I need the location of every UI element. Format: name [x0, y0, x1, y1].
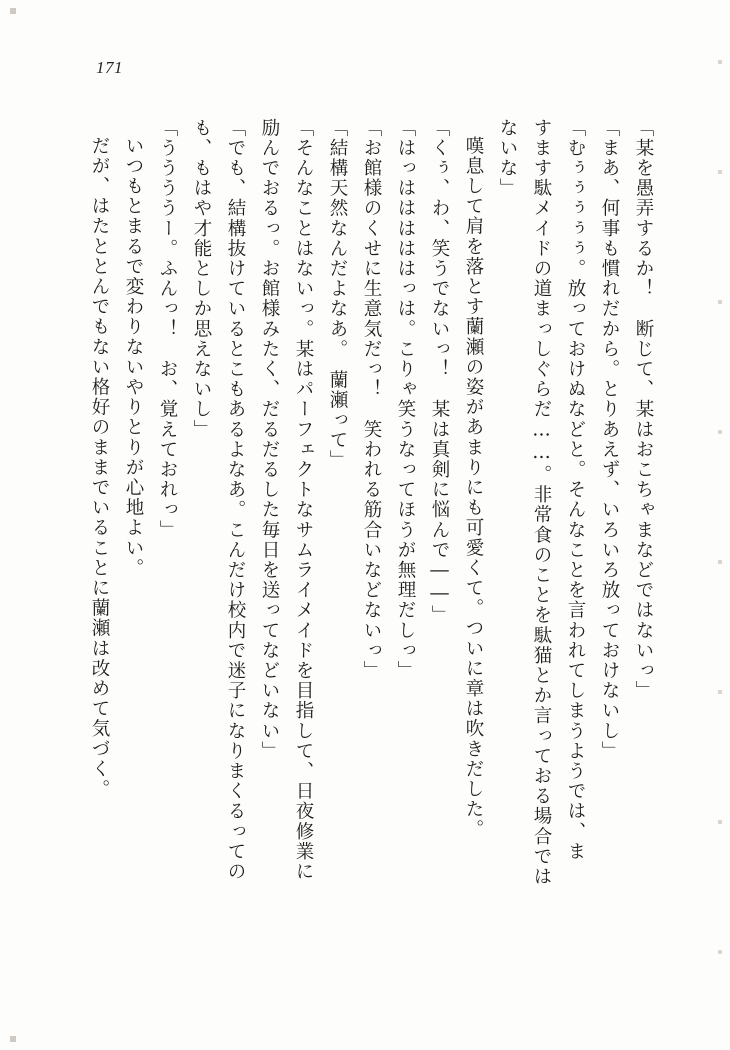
text-column: 「お館様のくせに生意気だっ！ 笑われる筋合いなどないっ」	[361, 118, 382, 681]
page-number: 171	[96, 58, 123, 77]
text-column: 「まあ、何事も慣れだから。とりあえず、いろいろ放っておけないし」	[599, 118, 620, 762]
registration-mark-top-left	[10, 8, 16, 14]
body-text	[60, 118, 652, 978]
text-column: いつもとまるで変わりないやりとりが心地よい。	[123, 136, 144, 579]
text-column: 「はっはははははっは。こりゃ笑うなってほうが無理だしっ」	[395, 118, 416, 681]
text-column: 「結構天然なんだよなあ。 蘭瀬って」	[327, 118, 348, 471]
text-column: 「くぅ、わ、笑うでないっ！ 某は真剣に悩んで――」	[429, 118, 450, 626]
text-column: 「ううううー。ふんっ！ お、覚えておれっ」	[157, 118, 178, 541]
text-column: 「むぅぅぅぅぅ。放っておけぬなどと。そんなことを言われてしまうようでは、ま	[565, 118, 586, 862]
text-column: 「某を愚弄するか！ 断じて、某はおこちゃまなどではないっ」	[633, 118, 654, 701]
text-column: 励んでおるっ。お館様みたく、だるだるした毎日を送ってなどいない」	[259, 118, 280, 762]
text-column: すます駄メイドの道まっしぐらだ……。非常食のことを駄猫とか言っておる場合では	[531, 118, 552, 887]
edge-registration-marks	[710, 0, 724, 1050]
text-column: 「そんなことはないっ。某はパーフェクトなサムライメイドを目指して、日夜修業に	[293, 118, 314, 882]
text-column: 嘆息して肩を落とす蘭瀬の姿があまりにも可愛くて。ついに章は吹きだした。	[463, 136, 484, 840]
registration-mark-bottom-left	[10, 1036, 16, 1042]
text-column: だが、はたととんでもない格好のままでいることに蘭瀬は改めて気づく。	[89, 136, 110, 800]
text-column: も、もはや才能としか思えないし」	[191, 118, 212, 440]
text-column: 「でも、結構抜けているとこもあるよなあ。こんだけ校内で迷子になりまくるっての	[225, 118, 246, 882]
text-column: ないな」	[497, 118, 518, 199]
